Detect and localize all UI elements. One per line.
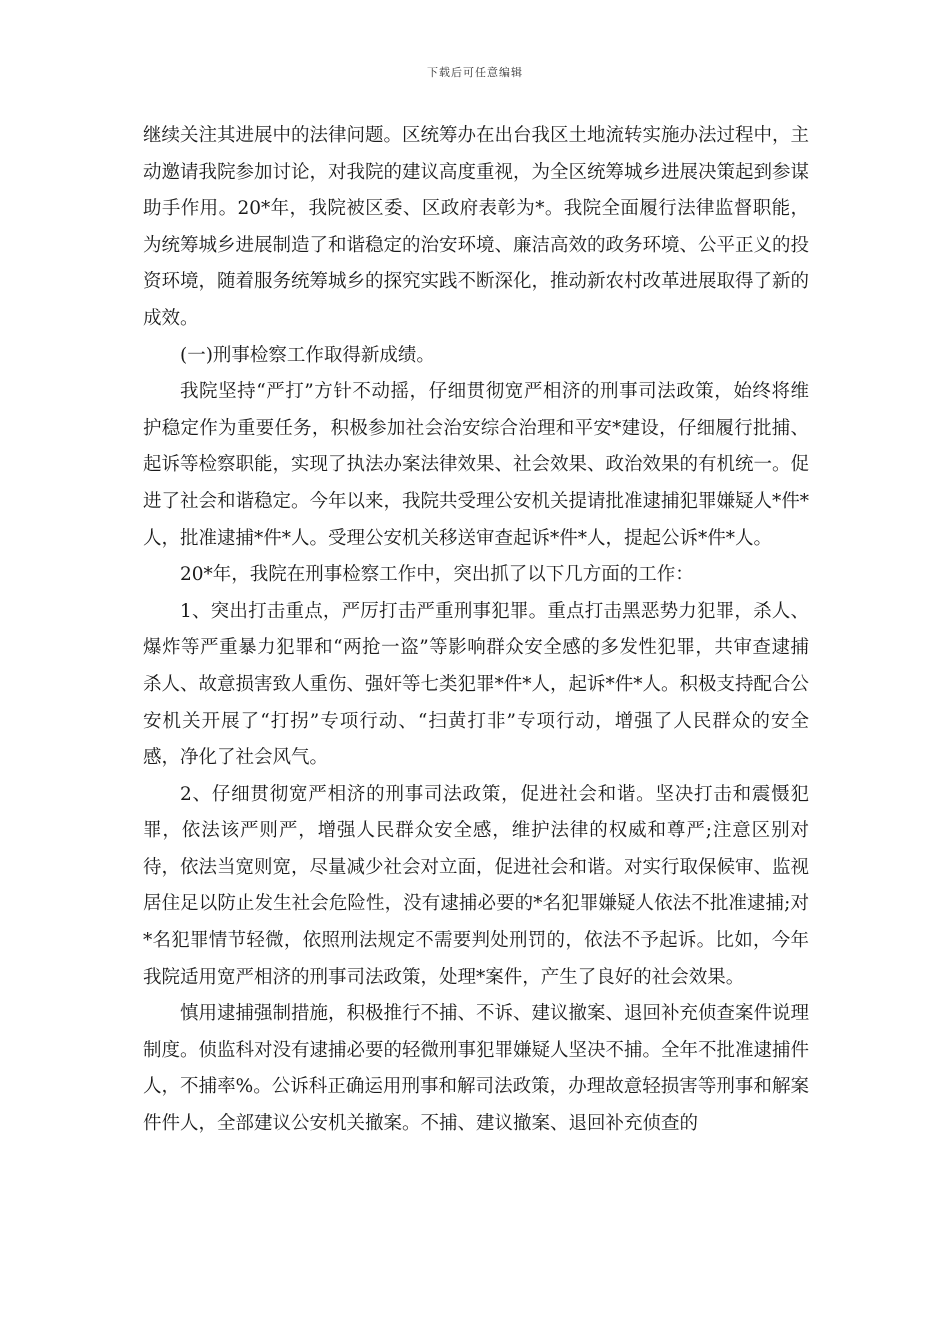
header-note: 下载后可任意编辑 bbox=[427, 66, 523, 79]
paragraph: 慎用逮捕强制措施，积极推行不捕、不诉、建议撤案、退回补充侦查案件说理制度。侦监科对没有逮捕必要的轻微刑事犯罪嫌疑人坚决不捕。全年不批准逮捕件人，不捕率%。公诉科正确运用刑事和解司法政策，办理故意轻损害等刑事和解案件件人，全部建议公安机关撤案。不捕、建议撤案、退回补充侦查的 bbox=[143, 1003, 810, 1135]
paragraph: (一)刑事检察工作取得新成绩。 bbox=[180, 344, 435, 366]
paragraph: 继续关注其进展中的法律问题。区统筹办在出台我区土地流转实施办法过程中，主动邀请我院参加讨论，对我院的建议高度重视，为全区统筹城乡进展决策起到参谋助手作用。20*年，我院被区委、区政府表彰为*。我院全面履行法律监督职能，为统筹城乡进展制造了和谐稳定的治安环境、廉洁高效的政务环境、公平正义的投资环境，随着服务统筹城乡的探究实践不断深化，推动新农村改革进展取得了新的成效。 bbox=[143, 125, 810, 329]
document-body bbox=[143, 118, 809, 1143]
paragraph: 2、仔细贯彻宽严相济的刑事司法政策，促进社会和谐。坚决打击和震慑犯罪，依法该严则严，增强人民群众安全感，维护法律的权威和尊严;注意区别对待，依法当宽则宽，尽量减少社会对立面，促进社会和谐。对实行取保候审、监视居住足以防止发生社会危险性，没有逮捕必要的*名犯罪嫌疑人依法不批准逮捕;对*名犯罪情节轻微，依照刑法规定不需要判处刑罚的，依法不予起诉。比如，今年我院适用宽严相济的刑事司法政策，处理*案件，产生了良好的社会效果。 bbox=[143, 783, 810, 988]
paragraph: 20*年，我院在刑事检察工作中，突出抓了以下几方面的工作： bbox=[180, 564, 694, 586]
paragraph: 我院坚持“严打”方针不动摇，仔细贯彻宽严相济的刑事司法政策，始终将维护稳定作为重要任务，积极参加社会治安综合治理和平安*建设，仔细履行批捕、起诉等检察职能，实现了执法办案法律效果、社会效果、政治效果的有机统一。促进了社会和谐稳定。今年以来，我院共受理公安机关提请批准逮捕犯罪嫌疑人*件*人，批准逮捕*件*人。受理公安机关移送审查起诉*件*人，提起公诉*件*人。 bbox=[143, 381, 810, 549]
paragraph: 1、突出打击重点，严厉打击严重刑事犯罪。重点打击黑恶势力犯罪，杀人、爆炸等严重暴力犯罪和“两抢一盗”等影响群众安全感的多发性犯罪，共审查逮捕杀人、故意损害致人重伤、强奸等七类犯罪*件*人，起诉*件*人。积极支持配合公安机关开展了“打拐”专项行动、“扫黄打非”专项行动，增强了人民群众的安全感，净化了社会风气。 bbox=[143, 600, 810, 769]
